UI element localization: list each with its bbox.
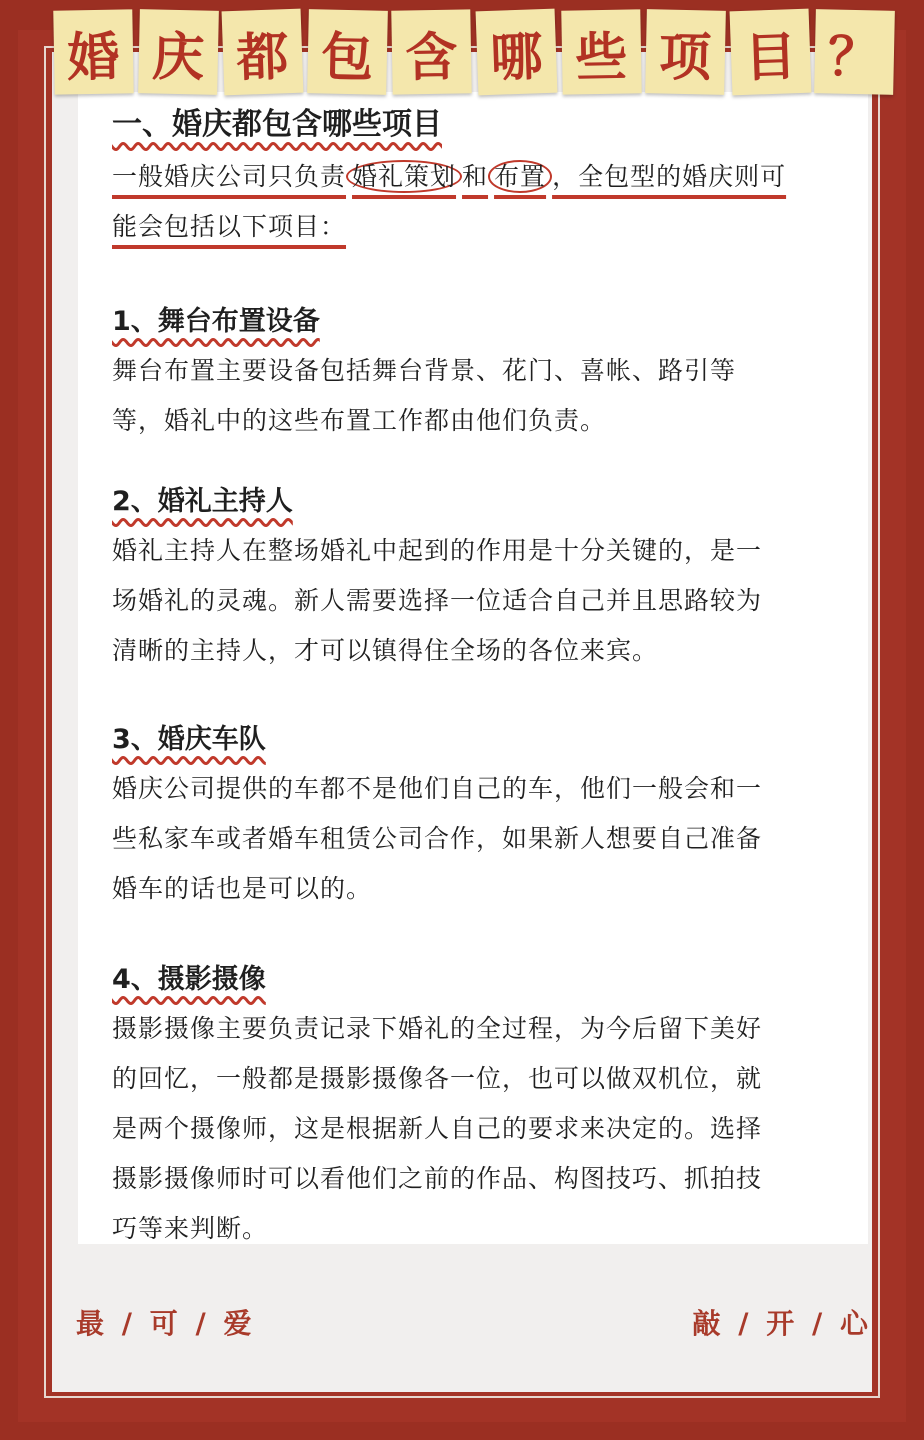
paragraph-line: 婚车的话也是可以的。 xyxy=(112,874,373,903)
paragraph-line: 摄影摄像师时可以看他们之前的作品、构图技巧、抓拍技 xyxy=(112,1164,763,1193)
section-heading: 4、摄影摄像 xyxy=(112,964,266,995)
title-tile: 哪 xyxy=(476,9,557,96)
section-photo xyxy=(112,956,832,1254)
section-cars xyxy=(112,716,832,914)
intro-highlight-planning: 婚礼策划 xyxy=(346,160,462,193)
intro-line-2-text: 能会包括以下项目： xyxy=(112,212,347,241)
title-tile: 都 xyxy=(222,9,303,96)
title-banner xyxy=(54,10,894,94)
section-intro xyxy=(112,100,832,252)
paragraph-line: 婚庆公司提供的车都不是他们自己的车，他们一般会和一 xyxy=(112,774,763,803)
paragraph-line: 等，婚礼中的这些布置工作都由他们负责。 xyxy=(112,406,607,435)
paragraph-line: 摄影摄像主要负责记录下婚礼的全过程，为今后留下美好 xyxy=(112,1014,763,1043)
paragraph-line: 是两个摄像师，这是根据新人自己的要求来决定的。选择 xyxy=(112,1114,763,1143)
title-tile: ？ xyxy=(814,9,894,95)
footer-right-tagline: 敲 / 开 / 心 xyxy=(692,1307,872,1340)
paragraph-line: 场婚礼的灵魂。新人需要选择一位适合自己并且思路较为 xyxy=(112,586,763,615)
title-tile: 庆 xyxy=(138,9,218,95)
title-tile: 目 xyxy=(729,9,810,96)
paragraph-line: 些私家车或者婚车租赁公司合作，如果新人想要自己准备 xyxy=(112,824,763,853)
title-tile: 包 xyxy=(307,9,387,95)
title-tile: 含 xyxy=(392,9,472,94)
intro-text-c: ，全包型的婚庆则可 xyxy=(552,162,787,191)
intro-text-b: 和 xyxy=(462,162,489,191)
section-heading: 2、婚礼主持人 xyxy=(112,486,293,517)
title-tile: 些 xyxy=(561,9,641,94)
footer-left-tagline: 最 / 可 / 爱 xyxy=(76,1307,256,1340)
section-host xyxy=(112,478,832,676)
section-heading: 一、婚庆都包含哪些项目 xyxy=(112,107,442,142)
paragraph-line: 舞台布置主要设备包括舞台背景、花门、喜帐、路引等 xyxy=(112,356,737,385)
paragraph-line: 清晰的主持人，才可以镇得住全场的各位来宾。 xyxy=(112,636,659,665)
section-stage xyxy=(112,298,832,446)
paragraph-line: 巧等来判断。 xyxy=(112,1214,269,1243)
section-heading: 3、婚庆车队 xyxy=(112,724,266,755)
title-tile: 婚 xyxy=(53,9,133,94)
paragraph-line: 的回忆，一般都是摄影摄像各一位，也可以做双机位，就 xyxy=(112,1064,763,1093)
section-heading: 1、舞台布置设备 xyxy=(112,306,320,337)
title-tile: 项 xyxy=(645,9,725,95)
intro-line-1 xyxy=(112,152,832,202)
intro-highlight-setup: 布置 xyxy=(488,160,552,193)
intro-text-a: 一般婚庆公司只负责 xyxy=(112,162,347,191)
intro-line-2 xyxy=(112,202,832,252)
paragraph-line: 婚礼主持人在整场婚礼中起到的作用是十分关键的，是一 xyxy=(112,536,763,565)
